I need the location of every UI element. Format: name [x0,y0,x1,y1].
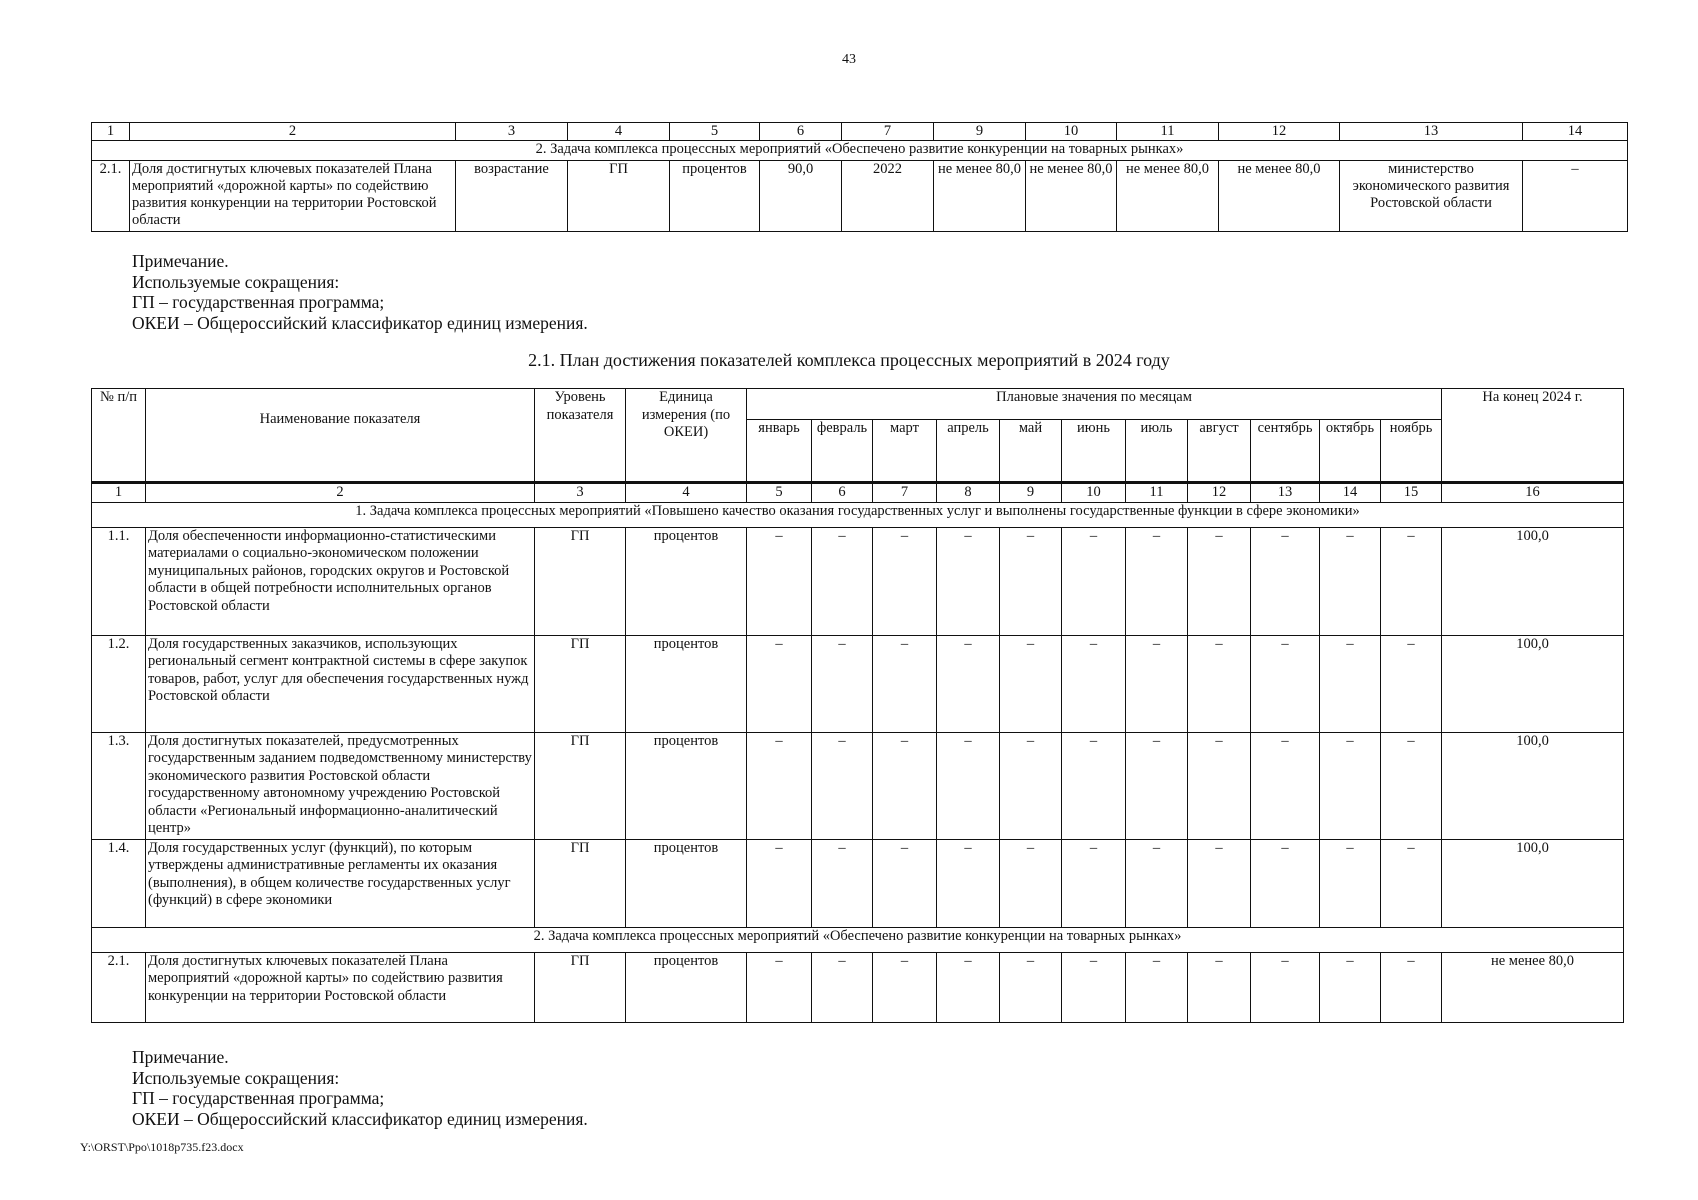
indicator-name: Доля достигнутых ключевых показателей Плана мероприятий «дорожной карты» по содействию развития конкуренции на территории Ростовской области [130,161,456,232]
note-abbrev-okei: ОКЕИ – Общероссийский классификатор единиц измерения. [132,1108,588,1129]
month-value: – [1320,839,1381,927]
note-abbrev-gp: ГП – государственная программа; [132,1088,385,1108]
month-value: – [1381,732,1442,839]
header-end-of-year: На конец 2024 г. [1442,389,1624,483]
table1-col-num: 3 [456,123,568,141]
note-block [132,1047,588,1129]
responsible-body: министерство экономического развития Ростовской области [1340,161,1523,232]
header-month: февраль [812,420,873,483]
table2-title: 2.1. План достижения показателей комплекса процессных мероприятий в 2024 году [528,350,1170,370]
month-value: – [1062,952,1126,1022]
month-value: – [1188,839,1251,927]
note-abbrev-heading: Используемые сокращения: [132,271,340,292]
value-col-14: – [1523,161,1628,232]
month-value: – [1320,732,1381,839]
table2-section-2-title: 2. Задача комплекса процессных мероприятий «Обеспечено развитие конкуренции на товарных рынках» [92,927,1624,952]
table2-col-num: 15 [1381,483,1442,503]
month-value: – [1062,527,1126,635]
month-value: – [1251,635,1320,732]
month-value: – [1320,635,1381,732]
month-value: – [812,635,873,732]
month-value: – [1000,527,1062,635]
header-month: август [1188,420,1251,483]
month-value: – [1320,952,1381,1022]
header-months-group: Плановые значения по месяцам [747,389,1442,420]
table1-column-numbers [92,123,1628,141]
table2-col-num: 9 [1000,483,1062,503]
value-col-12: не менее 80,0 [1219,161,1340,232]
month-value: – [1381,635,1442,732]
month-value: – [1126,952,1188,1022]
header-unit: Единица измерения (по ОКЕИ) [626,389,747,483]
header-num: № п/п [92,389,146,483]
month-value: – [873,732,937,839]
month-value: – [812,952,873,1022]
header-month: апрель [937,420,1000,483]
note-title: Примечание. [132,1047,229,1067]
month-value: – [1188,635,1251,732]
indicator-unit: процентов [670,161,760,232]
header-month: ноябрь [1381,420,1442,483]
indicators-table-continued [91,122,1628,232]
table2-col-num: 12 [1188,483,1251,503]
base-year: 2022 [842,161,934,232]
table2-col-num: 16 [1442,483,1624,503]
table-row [92,732,1624,839]
table2-col-num: 10 [1062,483,1126,503]
indicator-unit: процентов [626,527,747,635]
month-value: – [747,732,812,839]
indicator-unit: процентов [626,732,747,839]
end-of-year-value: 100,0 [1442,839,1624,927]
month-value: – [1251,952,1320,1022]
table1-col-num: 4 [568,123,670,141]
row-number: 2.1. [92,161,130,232]
month-value: – [1188,732,1251,839]
month-value: – [1000,635,1062,732]
table1-col-num: 12 [1219,123,1340,141]
note-abbrev-gp: ГП – государственная программа; [132,292,385,312]
row-number: 2.1. [92,952,146,1022]
header-month: март [873,420,937,483]
indicator-level: ГП [535,952,626,1022]
month-value: – [812,732,873,839]
month-value: – [1062,839,1126,927]
row-number: 1.3. [92,732,146,839]
value-col-10: не менее 80,0 [1026,161,1117,232]
end-of-year-value: 100,0 [1442,635,1624,732]
month-value: – [1126,635,1188,732]
header-month: январь [747,420,812,483]
table2-col-num: 4 [626,483,747,503]
header-month: май [1000,420,1062,483]
header-name: Наименование показателя [146,389,535,483]
table2-col-num: 11 [1126,483,1188,503]
month-value: – [1251,527,1320,635]
indicator-level: ГП [568,161,670,232]
table1-col-num: 5 [670,123,760,141]
end-of-year-value: 100,0 [1442,527,1624,635]
month-value: – [747,839,812,927]
indicator-name: Доля государственных услуг (функций), по которым утверждены административные регламенты их оказания (выполнения), в общем количестве государственных услуг (функций) в сфере экономики [146,839,535,927]
table2-col-num: 8 [937,483,1000,503]
month-value: – [812,839,873,927]
indicator-level: ГП [535,839,626,927]
monthly-plan-table [91,388,1624,1023]
table2-col-num: 14 [1320,483,1381,503]
indicator-unit: процентов [626,952,747,1022]
month-value: – [1188,527,1251,635]
month-value: – [1251,839,1320,927]
month-value: – [1126,527,1188,635]
indicator-trend: возрастание [456,161,568,232]
table2-col-num: 13 [1251,483,1320,503]
table-row [92,161,1628,232]
month-value: – [1000,952,1062,1022]
month-value: – [1381,952,1442,1022]
month-value: – [1062,635,1126,732]
month-value: – [873,635,937,732]
table1-col-num: 6 [760,123,842,141]
value-col-11: не менее 80,0 [1117,161,1219,232]
month-value: – [1000,732,1062,839]
month-value: – [812,527,873,635]
indicator-level: ГП [535,732,626,839]
table1-col-num: 2 [130,123,456,141]
month-value: – [873,952,937,1022]
table2-section-1-title: 1. Задача комплекса процессных мероприятий «Повышено качество оказания государственных услуг и выполнены государственные функции в сфере экономики» [92,502,1624,527]
row-number: 1.2. [92,635,146,732]
value-col-9: не менее 80,0 [934,161,1026,232]
month-value: – [937,839,1000,927]
file-path-footer: Y:\ORST\Ppo\1018p735.f23.docx [80,1140,244,1154]
note-abbrev-okei: ОКЕИ – Общероссийский классификатор единиц измерения. [132,312,588,333]
table2-col-num: 1 [92,483,146,503]
table2-col-num: 6 [812,483,873,503]
header-month: июль [1126,420,1188,483]
indicator-level: ГП [535,527,626,635]
month-value: – [1126,839,1188,927]
end-of-year-value: 100,0 [1442,732,1624,839]
table-row [92,839,1624,927]
table-row [92,527,1624,635]
header-month: июнь [1062,420,1126,483]
indicator-name: Доля государственных заказчиков, использующих региональный сегмент контрактной системы в сфере закупок товаров, работ, услуг для обеспечения государственных нужд Ростовской области [146,635,535,732]
note-title: Примечание. [132,251,229,271]
header-level: Уровень показателя [535,389,626,483]
month-value: – [747,952,812,1022]
table-row [92,952,1624,1022]
month-value: – [873,527,937,635]
indicator-name: Доля достигнутых ключевых показателей Плана мероприятий «дорожной карты» по содействию развития конкуренции на территории Ростовской области [146,952,535,1022]
month-value: – [1000,839,1062,927]
note-block [132,251,588,333]
table1-col-num: 9 [934,123,1026,141]
table1-col-num: 11 [1117,123,1219,141]
header-month: октябрь [1320,420,1381,483]
indicator-unit: процентов [626,635,747,732]
table2-column-numbers [92,483,1624,503]
month-value: – [937,635,1000,732]
indicator-name: Доля обеспеченности информационно-статистическими материалами о социально-экономическом положении муниципальных районов, городских округов и Ростовской области в общей потребности исполнительных органов Ростовской области [146,527,535,635]
table1-col-num: 10 [1026,123,1117,141]
indicator-unit: процентов [626,839,747,927]
note-abbrev-heading: Используемые сокращения: [132,1067,340,1088]
month-value: – [1381,839,1442,927]
row-number: 1.1. [92,527,146,635]
table1-section-title: 2. Задача комплекса процессных мероприятий «Обеспечено развитие конкуренции на товарных рынках» [92,141,1628,161]
table1-col-num: 1 [92,123,130,141]
indicator-name: Доля достигнутых показателей, предусмотренных государственным заданием подведомственному министерству экономического развития Ростовской области государственному автономному учреждению Ростовской области «Региональный информационно-аналитический центр» [146,732,535,839]
indicator-level: ГП [535,635,626,732]
table2-col-num: 2 [146,483,535,503]
row-number: 1.4. [92,839,146,927]
table2-col-num: 3 [535,483,626,503]
month-value: – [937,952,1000,1022]
table2-col-num: 7 [873,483,937,503]
table1-col-num: 14 [1523,123,1628,141]
end-of-year-value: не менее 80,0 [1442,952,1624,1022]
month-value: – [937,527,1000,635]
base-value: 90,0 [760,161,842,232]
table2-col-num: 5 [747,483,812,503]
month-value: – [1381,527,1442,635]
table1-col-num: 13 [1340,123,1523,141]
page-number: 43 [842,52,856,67]
month-value: – [1320,527,1381,635]
table1-col-num: 7 [842,123,934,141]
header-month: сентябрь [1251,420,1320,483]
month-value: – [937,732,1000,839]
month-value: – [747,527,812,635]
table-row [92,635,1624,732]
month-value: – [747,635,812,732]
month-value: – [873,839,937,927]
month-value: – [1251,732,1320,839]
month-value: – [1062,732,1126,839]
month-value: – [1126,732,1188,839]
month-value: – [1188,952,1251,1022]
